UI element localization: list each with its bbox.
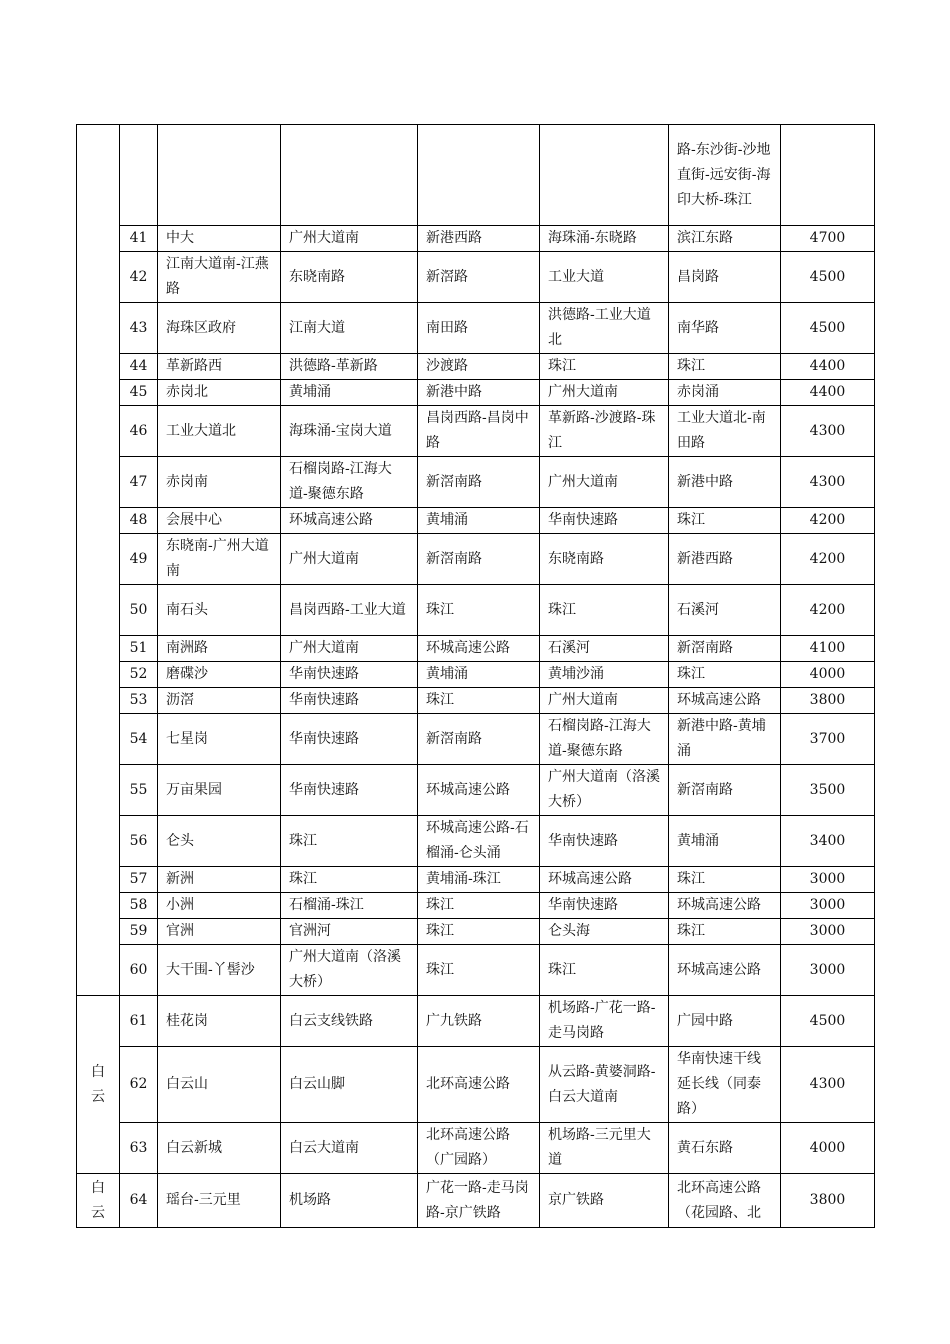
area-name: 南洲路 [158, 636, 281, 662]
table-cell [158, 125, 281, 226]
area-name: 桂花岗 [158, 996, 281, 1047]
west-boundary: 新港中路 [418, 380, 540, 406]
table-row [77, 585, 875, 636]
table-row [77, 893, 875, 919]
row-number: 51 [120, 636, 158, 662]
row-number: 50 [120, 585, 158, 636]
east-boundary: 华南快速路 [281, 662, 418, 688]
south-boundary: 海珠涌-东晓路 [540, 226, 669, 252]
land-price: 4200 [781, 534, 875, 585]
area-name: 赤岗北 [158, 380, 281, 406]
table-row [77, 1047, 875, 1123]
land-price: 4300 [781, 1047, 875, 1123]
north-boundary: 华南快速干线延长线（同泰路） [669, 1047, 781, 1123]
north-boundary: 黄石东路 [669, 1123, 781, 1174]
table-row [77, 662, 875, 688]
north-boundary: 新港中路 [669, 457, 781, 508]
north-boundary: 南华路 [669, 303, 781, 354]
district-cell-haizhu [77, 125, 120, 996]
land-price: 4400 [781, 380, 875, 406]
land-price: 4500 [781, 303, 875, 354]
north-boundary: 珠江 [669, 662, 781, 688]
land-price: 4300 [781, 457, 875, 508]
west-boundary: 新滘南路 [418, 457, 540, 508]
table-cell [281, 125, 418, 226]
north-boundary: 新港中路-黄埔涌 [669, 714, 781, 765]
table-row [77, 688, 875, 714]
east-boundary: 广州大道南（洛溪大桥） [281, 945, 418, 996]
land-price: 3000 [781, 867, 875, 893]
row-number: 54 [120, 714, 158, 765]
south-boundary: 机场路-广花一路-走马岗路 [540, 996, 669, 1047]
south-boundary: 从云路-黄婆洞路-白云大道南 [540, 1047, 669, 1123]
area-name: 新洲 [158, 867, 281, 893]
table-row [77, 125, 875, 226]
east-boundary: 广州大道南 [281, 636, 418, 662]
area-name: 瑶台-三元里 [158, 1174, 281, 1228]
area-name: 小洲 [158, 893, 281, 919]
row-number: 59 [120, 919, 158, 945]
north-boundary: 石溪河 [669, 585, 781, 636]
row-number: 42 [120, 252, 158, 303]
land-price: 4400 [781, 354, 875, 380]
east-boundary: 官洲河 [281, 919, 418, 945]
north-boundary: 昌岗路 [669, 252, 781, 303]
land-price: 3400 [781, 816, 875, 867]
north-boundary-cell: 路-东沙街-沙地直街-远安街-海印大桥-珠江 [669, 125, 781, 226]
west-boundary: 黄埔涌 [418, 508, 540, 534]
area-name: 南石头 [158, 585, 281, 636]
land-price: 3500 [781, 765, 875, 816]
table-row [77, 534, 875, 585]
area-name: 官洲 [158, 919, 281, 945]
east-boundary: 环城高速公路 [281, 508, 418, 534]
row-number: 57 [120, 867, 158, 893]
west-boundary: 昌岗西路-昌岗中路 [418, 406, 540, 457]
north-boundary: 环城高速公路 [669, 945, 781, 996]
row-number: 63 [120, 1123, 158, 1174]
south-boundary: 珠江 [540, 945, 669, 996]
west-boundary: 珠江 [418, 688, 540, 714]
north-boundary: 滨江东路 [669, 226, 781, 252]
south-boundary: 石溪河 [540, 636, 669, 662]
west-boundary: 环城高速公路 [418, 636, 540, 662]
south-boundary: 广州大道南（洛溪大桥） [540, 765, 669, 816]
west-boundary: 环城高速公路-石榴涌-仑头涌 [418, 816, 540, 867]
south-boundary: 珠江 [540, 354, 669, 380]
table-cell [781, 125, 875, 226]
table-row [77, 919, 875, 945]
land-price: 4000 [781, 662, 875, 688]
south-boundary: 机场路-三元里大道 [540, 1123, 669, 1174]
table-row [77, 1123, 875, 1174]
north-boundary: 新滘南路 [669, 765, 781, 816]
north-boundary: 环城高速公路 [669, 893, 781, 919]
table-row [77, 508, 875, 534]
row-number: 58 [120, 893, 158, 919]
west-boundary: 珠江 [418, 893, 540, 919]
land-price: 3000 [781, 893, 875, 919]
north-boundary: 珠江 [669, 867, 781, 893]
table-row [77, 252, 875, 303]
row-number: 55 [120, 765, 158, 816]
table-row [77, 996, 875, 1047]
row-number: 46 [120, 406, 158, 457]
table-row [77, 816, 875, 867]
south-boundary: 华南快速路 [540, 893, 669, 919]
land-price: 4200 [781, 508, 875, 534]
south-boundary: 洪德路-工业大道北 [540, 303, 669, 354]
north-boundary: 珠江 [669, 354, 781, 380]
south-boundary: 黄埔沙涌 [540, 662, 669, 688]
table-row [77, 380, 875, 406]
east-boundary: 机场路 [281, 1174, 418, 1228]
east-boundary: 广州大道南 [281, 534, 418, 585]
south-boundary: 华南快速路 [540, 508, 669, 534]
east-boundary: 珠江 [281, 816, 418, 867]
row-number: 64 [120, 1174, 158, 1228]
table-row [77, 945, 875, 996]
table-row [77, 303, 875, 354]
row-number: 48 [120, 508, 158, 534]
east-boundary: 白云山脚 [281, 1047, 418, 1123]
land-price: 3000 [781, 945, 875, 996]
east-boundary: 华南快速路 [281, 714, 418, 765]
east-boundary: 洪德路-革新路 [281, 354, 418, 380]
area-name: 白云新城 [158, 1123, 281, 1174]
land-price: 3800 [781, 1174, 875, 1228]
area-name: 万亩果园 [158, 765, 281, 816]
west-boundary: 北环高速公路 [418, 1047, 540, 1123]
south-boundary: 仑头海 [540, 919, 669, 945]
south-boundary: 京广铁路 [540, 1174, 669, 1228]
north-boundary: 珠江 [669, 919, 781, 945]
table-cell [120, 125, 158, 226]
land-price: 4700 [781, 226, 875, 252]
area-name: 七星岗 [158, 714, 281, 765]
table-row [77, 636, 875, 662]
west-boundary: 新滘南路 [418, 714, 540, 765]
east-boundary: 华南快速路 [281, 688, 418, 714]
row-number: 49 [120, 534, 158, 585]
west-boundary: 环城高速公路 [418, 765, 540, 816]
land-price: 4000 [781, 1123, 875, 1174]
table-cell [418, 125, 540, 226]
area-name: 工业大道北 [158, 406, 281, 457]
land-price-table [76, 124, 875, 1228]
table-row [77, 1174, 875, 1228]
south-boundary: 广州大道南 [540, 380, 669, 406]
south-boundary: 工业大道 [540, 252, 669, 303]
land-price-table-page [76, 124, 874, 1228]
table-row [77, 714, 875, 765]
land-price: 4500 [781, 252, 875, 303]
north-boundary: 广园中路 [669, 996, 781, 1047]
row-number: 47 [120, 457, 158, 508]
east-boundary: 昌岗西路-工业大道 [281, 585, 418, 636]
area-name: 东晓南-广州大道南 [158, 534, 281, 585]
north-boundary: 新港西路 [669, 534, 781, 585]
north-boundary: 工业大道北-南田路 [669, 406, 781, 457]
south-boundary: 珠江 [540, 585, 669, 636]
west-boundary: 广九铁路 [418, 996, 540, 1047]
south-boundary: 石榴岗路-江海大道-聚德东路 [540, 714, 669, 765]
south-boundary: 广州大道南 [540, 688, 669, 714]
west-boundary: 北环高速公路（广园路） [418, 1123, 540, 1174]
east-boundary: 江南大道 [281, 303, 418, 354]
east-boundary: 海珠涌-宝岗大道 [281, 406, 418, 457]
row-number: 52 [120, 662, 158, 688]
row-number: 44 [120, 354, 158, 380]
west-boundary: 珠江 [418, 945, 540, 996]
east-boundary: 广州大道南 [281, 226, 418, 252]
area-name: 海珠区政府 [158, 303, 281, 354]
east-boundary: 石榴涌-珠江 [281, 893, 418, 919]
table-row [77, 354, 875, 380]
west-boundary: 珠江 [418, 585, 540, 636]
area-name: 大干围-丫髻沙 [158, 945, 281, 996]
east-boundary: 白云支线铁路 [281, 996, 418, 1047]
land-price: 4500 [781, 996, 875, 1047]
area-name: 仑头 [158, 816, 281, 867]
area-name: 沥滘 [158, 688, 281, 714]
west-boundary: 黄埔涌 [418, 662, 540, 688]
west-boundary: 黄埔涌-珠江 [418, 867, 540, 893]
north-boundary: 赤岗涌 [669, 380, 781, 406]
table-row [77, 765, 875, 816]
west-boundary: 珠江 [418, 919, 540, 945]
land-price: 4200 [781, 585, 875, 636]
east-boundary: 黄埔涌 [281, 380, 418, 406]
row-number: 61 [120, 996, 158, 1047]
east-boundary: 白云大道南 [281, 1123, 418, 1174]
east-boundary: 石榴岗路-江海大道-聚德东路 [281, 457, 418, 508]
east-boundary: 珠江 [281, 867, 418, 893]
area-name: 江南大道南-江燕路 [158, 252, 281, 303]
district-cell-baiyun: 白云 [77, 1174, 120, 1228]
south-boundary: 广州大道南 [540, 457, 669, 508]
row-number: 60 [120, 945, 158, 996]
west-boundary: 南田路 [418, 303, 540, 354]
table-row [77, 457, 875, 508]
north-boundary: 黄埔涌 [669, 816, 781, 867]
row-number: 62 [120, 1047, 158, 1123]
area-name: 中大 [158, 226, 281, 252]
west-boundary: 新港西路 [418, 226, 540, 252]
area-name: 革新路西 [158, 354, 281, 380]
row-number: 43 [120, 303, 158, 354]
land-price: 4300 [781, 406, 875, 457]
west-boundary: 广花一路-走马岗路-京广铁路 [418, 1174, 540, 1228]
table-row [77, 226, 875, 252]
row-number: 45 [120, 380, 158, 406]
west-boundary: 新滘南路 [418, 534, 540, 585]
land-price: 4100 [781, 636, 875, 662]
district-cell-baiyun: 白云 [77, 996, 120, 1174]
north-boundary: 北环高速公路（花园路、北 [669, 1174, 781, 1228]
row-number: 53 [120, 688, 158, 714]
row-number: 56 [120, 816, 158, 867]
north-boundary: 新滘南路 [669, 636, 781, 662]
south-boundary: 东晓南路 [540, 534, 669, 585]
land-price: 3000 [781, 919, 875, 945]
south-boundary: 革新路-沙渡路-珠江 [540, 406, 669, 457]
land-price: 3700 [781, 714, 875, 765]
north-boundary: 珠江 [669, 508, 781, 534]
table-row [77, 867, 875, 893]
table-cell [540, 125, 669, 226]
west-boundary: 新滘路 [418, 252, 540, 303]
south-boundary: 环城高速公路 [540, 867, 669, 893]
south-boundary: 华南快速路 [540, 816, 669, 867]
west-boundary: 沙渡路 [418, 354, 540, 380]
row-number: 41 [120, 226, 158, 252]
area-name: 赤岗南 [158, 457, 281, 508]
land-price: 3800 [781, 688, 875, 714]
area-name: 白云山 [158, 1047, 281, 1123]
area-name: 磨碟沙 [158, 662, 281, 688]
east-boundary: 东晓南路 [281, 252, 418, 303]
area-name: 会展中心 [158, 508, 281, 534]
east-boundary: 华南快速路 [281, 765, 418, 816]
north-boundary: 环城高速公路 [669, 688, 781, 714]
table-row [77, 406, 875, 457]
